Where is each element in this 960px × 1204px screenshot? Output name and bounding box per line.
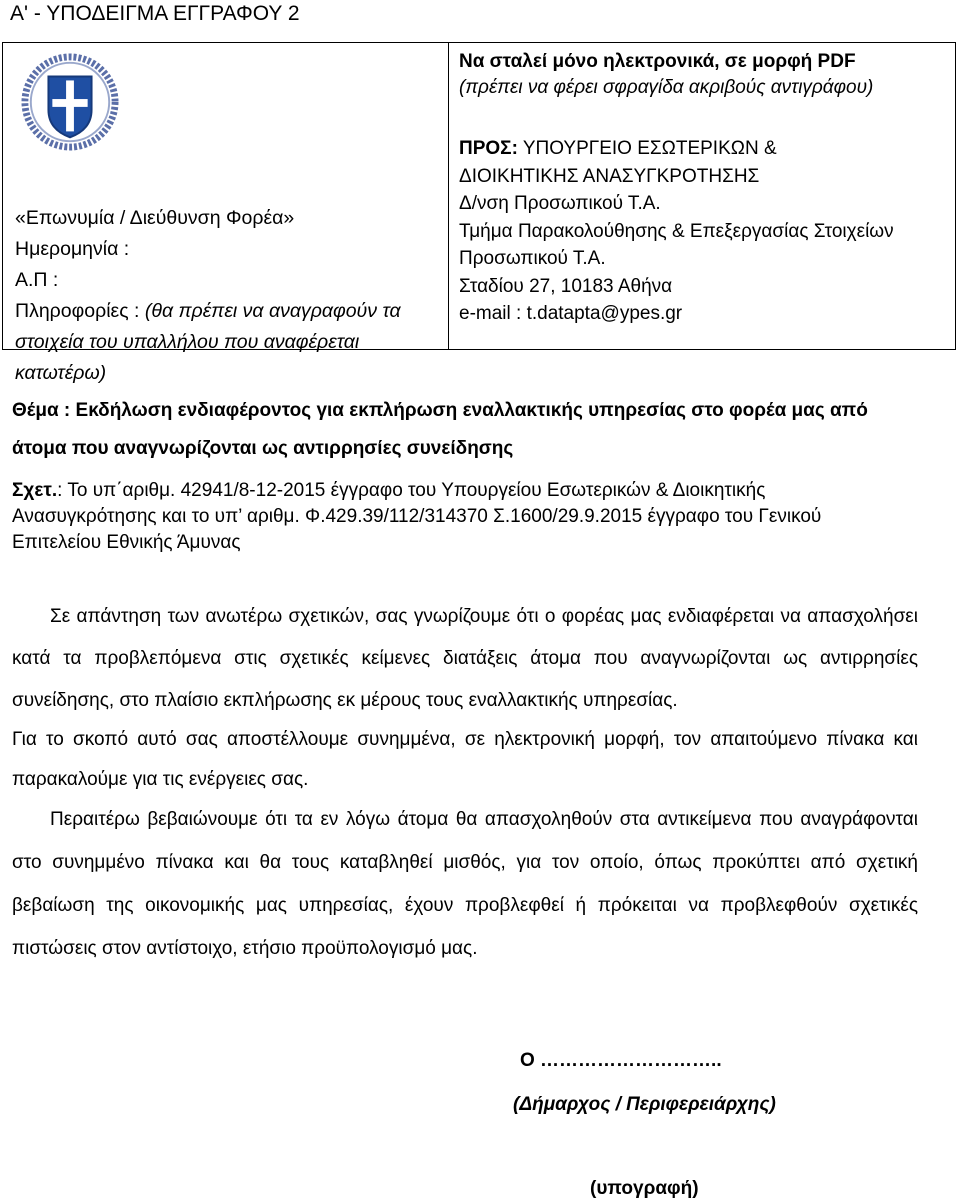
info-note-line3: κατωτέρω) bbox=[15, 362, 107, 384]
subject-line1: Θέμα : Εκδήλωση ενδιαφέροντος για εκπλήρωση εναλλακτικής υπηρεσίας στο φορέα μας από bbox=[12, 400, 868, 421]
recipient-block bbox=[459, 135, 894, 328]
subject-line2: άτομα που αναγνωρίζονται ως αντιρρησίες συνείδησης bbox=[12, 438, 514, 459]
signatory-role: (Δήμαρχος / Περιφερειάρχης) bbox=[513, 1094, 776, 1115]
document-title: Α' - ΥΠΟΔΕΙΓΜΑ ΕΓΓΡΑΦΟΥ 2 bbox=[10, 2, 300, 25]
info-field bbox=[15, 296, 401, 327]
reference-text: : Το υπ΄αριθμ. 42941/8-12-2015 έγγραφο του Υπουργείου Εσωτερικών & Διοικητικής bbox=[57, 480, 766, 501]
email-label: e-mail : bbox=[459, 303, 527, 324]
body-paragraph-3: Περαιτέρω βεβαιώνουμε ότι τα εν λόγω άτομα θα απασχοληθούν στα αντικείμενα που αναγράφονται στο συνημμένο πίνακα και θα τους καταβληθεί μισθός, για τον οποίο, όπως προκύπτει από σχετική βεβαίωση της οικονομικής μας υπηρεσίας, έχουν προβλεφθεί ή πρόκειται να προβλεφθούν σχετικές πιστώσεις στον αντίστοιχο, ετήσιο προϋπολογισμό μας. bbox=[12, 809, 918, 959]
reference-line2: Ανασυγκρότησης και το υπ’ αριθμ. Φ.429.39/112/314370 Σ.1600/29.9.2015 έγγραφο του Γενικού bbox=[12, 506, 822, 527]
notice-subtext: (πρέπει να φέρει σφραγίδα ακριβούς αντιγράφου) bbox=[459, 77, 874, 98]
sender-info bbox=[15, 203, 401, 389]
body-paragraph-1: Σε απάντηση των ανωτέρω σχετικών, σας γνωρίζουμε ότι ο φορέας μας ενδιαφέρεται να απασχολήσει κατά τα προβλεπόμενα στις σχετικές κείμενες διατάξεις άτομα που αναγνωρίζονται ως αντιρρησίες συνείδησης, στο πλαίσιο εκπλήρωσης εκ μέρους τους εναλλακτικής υπηρεσίας. bbox=[12, 606, 918, 711]
recipient-cell bbox=[449, 43, 955, 349]
reference-line1 bbox=[12, 478, 942, 504]
reference-line3: Επιτελείου Εθνικής Άμυνας bbox=[12, 532, 241, 553]
body-paragraph-2: Για το σκοπό αυτό σας αποστέλλουμε συνημμένα, σε ηλεκτρονική μορφή, τον απαιτούμενο πίνακα και παρακαλούμε για τις ενέργειες σας. bbox=[12, 729, 918, 790]
ministry-name: ΥΠΟΥΡΓΕΙΟ ΕΣΩΤΕΡΙΚΩΝ & bbox=[517, 138, 777, 159]
info-label: Πληροφορίες : bbox=[15, 300, 145, 322]
protocol-number-field: Α.Π : bbox=[15, 269, 59, 291]
delivery-notice bbox=[459, 49, 873, 101]
sender-name-address: «Επωνυμία / Διεύθυνση Φορέα» bbox=[15, 207, 295, 229]
reference-label: Σχετ. bbox=[12, 480, 58, 501]
recipient-line2: ΔΙΟΙΚΗΤΙΚΗΣ ΑΝΑΣΥΓΚΡΟΤΗΣΗΣ bbox=[459, 165, 760, 187]
recipient-line4: Τμήμα Παρακολούθησης & Επεξεργασίας Στοιχείων bbox=[459, 220, 894, 242]
recipient-line5: Προσωπικού Τ.Α. bbox=[459, 248, 606, 269]
notice-text: Να σταλεί μόνο ηλεκτρονικά, σε μορφή PDF bbox=[459, 51, 856, 72]
recipient-address: Σταδίου 27, 10183 Αθήνα bbox=[459, 275, 673, 297]
greek-coat-of-arms-icon bbox=[21, 53, 119, 151]
to-label: ΠΡΟΣ: bbox=[459, 138, 518, 159]
header-table bbox=[2, 42, 956, 384]
reference bbox=[12, 478, 942, 556]
signature-label: (υπογραφή) bbox=[590, 1178, 699, 1199]
email-value[interactable]: t.datapta@ypes.gr bbox=[526, 303, 683, 324]
date-field: Ημερομηνία : bbox=[15, 238, 130, 260]
recipient-email bbox=[459, 300, 894, 328]
sender-cell bbox=[3, 43, 449, 384]
subject bbox=[12, 392, 942, 468]
signatory-name: Ο ……………………….. bbox=[520, 1050, 722, 1071]
recipient-line3: Δ/νση Προσωπικού Τ.Α. bbox=[459, 193, 661, 214]
info-note-line2: στοιχεία του υπαλλήλου που αναφέρεται bbox=[15, 331, 360, 353]
info-note: (θα πρέπει να αναγραφούν τα bbox=[144, 300, 401, 322]
recipient-line1 bbox=[459, 135, 894, 163]
